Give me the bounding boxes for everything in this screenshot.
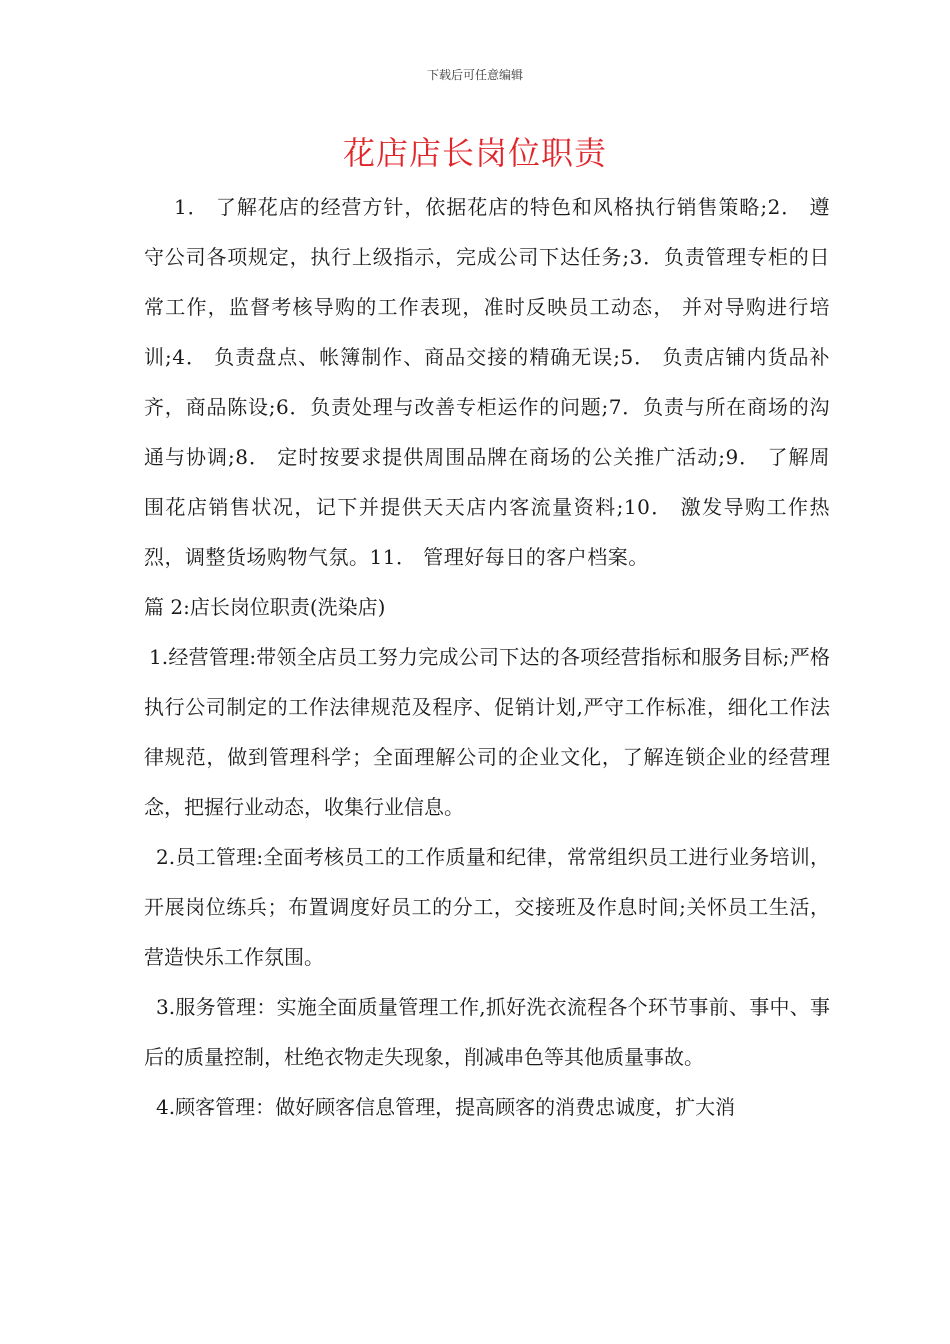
paragraph-staff-management: 2.员工管理:全面考核员工的工作质量和纪律，常常组织员工进行业务培训，开展岗位练兵；布置调度好员工的分工，交接班及作息时间;关怀员工生活，营造快乐工作氛围。: [144, 845, 830, 969]
header-note: 下载后可任意编辑: [426, 68, 523, 82]
paragraph-operations-management: 1.经营管理:带领全店员工努力完成公司下达的各项经营指标和服务目标;严格执行公司制定的工作法律规范及程序、促销计划,严守工作标准，细化工作法律规范，做到管理科学；全面理解公司的企业文化，了解连锁企业的经营理念，把握行业动态，收集行业信息。: [144, 645, 830, 819]
document-body: [144, 182, 830, 1132]
paragraph-customer-management: 4.顾客管理：做好顾客信息管理，提高顾客的消费忠诚度，扩大消: [156, 1095, 736, 1119]
document-title: 花店店长岗位职责: [342, 134, 607, 172]
paragraph-flower-shop-duties: 1． 了解花店的经营方针，依据花店的特色和风格执行销售策略;2． 遵守公司各项规定，执行上级指示，完成公司下达任务;3．负责管理专柜的日常工作，监督考核导购的工作表现，准时反映员工动态， 并对导购进行培训;4． 负责盘点、帐簿制作、商品交接的精确无误;5． 负责店铺内货品补齐，商品陈设;6．负责处理与改善专柜运作的问题;7．负责与所在商场的沟通与协调;8． 定时按要求提供周围品牌在商场的公关推广活动;9． 了解周围花店销售状况，记下并提供天天店内客流量资料;10． 激发导购工作热烈，调整货场购物气氛。11． 管理好每日的客户档案。: [144, 195, 830, 569]
paragraph-service-management: 3.服务管理：实施全面质量管理工作,抓好洗衣流程各个环节事前、事中、事后的质量控制，杜绝衣物走失现象，削减串色等其他质量事故。: [144, 995, 830, 1069]
section-heading: 篇 2:店长岗位职责(洗染店): [144, 595, 386, 619]
